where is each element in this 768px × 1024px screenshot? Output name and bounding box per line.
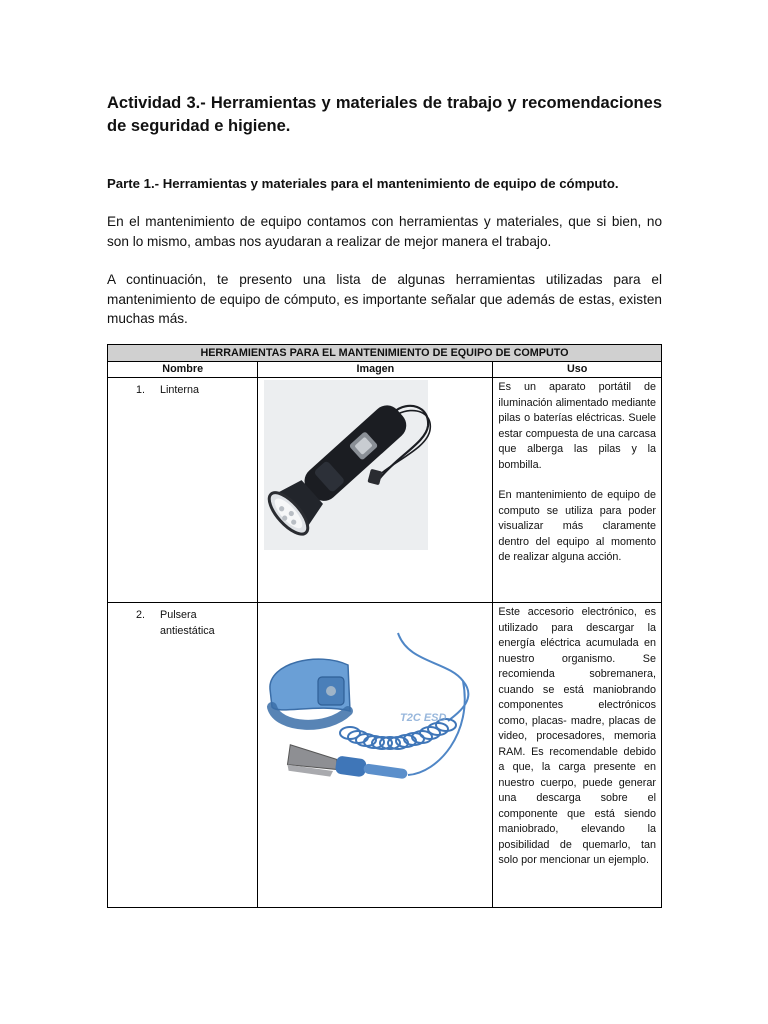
column-header-uso: Uso — [493, 362, 662, 378]
column-header-imagen: Imagen — [258, 362, 493, 378]
tool-use-text: Es un aparato portátil de iluminación alimentado mediante pilas o baterías eléctricas. Suele estar compuesta de una carcasa que alberga las pilas y la bombilla. — [498, 381, 656, 471]
column-header-nombre: Nombre — [108, 362, 258, 378]
table-row — [108, 603, 662, 908]
tool-name-cell — [108, 603, 258, 908]
tool-name: Pulsera antiestática — [160, 609, 215, 637]
flashlight-image — [258, 378, 492, 598]
tool-image-cell — [258, 378, 493, 603]
antistatic-wrist-strap-image — [258, 603, 492, 903]
tool-name-cell — [108, 378, 258, 603]
list-intro-paragraph: A continuación, te presento una lista de algunas herramientas utilizadas para el mantenimiento de equipo de cómputo, es importante señalar que además de estas, existen muchas más. — [107, 272, 662, 326]
tools-table — [107, 344, 662, 908]
tool-use-text: Este accesorio electrónico, es utilizado para descargar la energía eléctrica acumulada en nuestro organismo. Se recomienda sobremanera, cuando se está maniobrando componentes electrónicos como, placas- madre, placas de video, procesadores, memoria RAM. Es recomendable debido a que, la carga presente en nuestro cuerpo, puede generar una descarga sobre el componente que está siendo maniobrado, elevando la posibilidad de quemarlo, tan solo por mencionar un ejemplo. — [498, 606, 656, 866]
image-watermark: T2C ESD — [400, 712, 447, 724]
row-number: 2. — [136, 609, 146, 621]
document-title: Actividad 3.- Herramientas y materiales de trabajo y recomendaciones de seguridad e higiene. — [107, 94, 662, 135]
row-number: 1. — [136, 384, 146, 396]
tool-image-cell — [258, 603, 493, 908]
tool-use-cell — [493, 378, 662, 603]
tool-use-text: En mantenimiento de equipo de computo se utiliza para poder visualizar más claramente dentro del equipo al momento de realizar alguna acción. — [498, 489, 656, 563]
table-title: HERRAMIENTAS PARA EL MANTENIMIENTO DE EQUIPO DE COMPUTO — [108, 345, 662, 362]
section-heading: Parte 1.- Herramientas y materiales para el mantenimiento de equipo de cómputo. — [107, 176, 619, 191]
tool-name: Linterna — [160, 384, 200, 396]
intro-paragraph: En el mantenimiento de equipo contamos con herramientas y materiales, que si bien, no son lo mismo, ambas nos ayudaran a realizar de mejor manera el trabajo. — [107, 214, 662, 249]
table-row — [108, 378, 662, 603]
tool-use-cell — [493, 603, 662, 908]
